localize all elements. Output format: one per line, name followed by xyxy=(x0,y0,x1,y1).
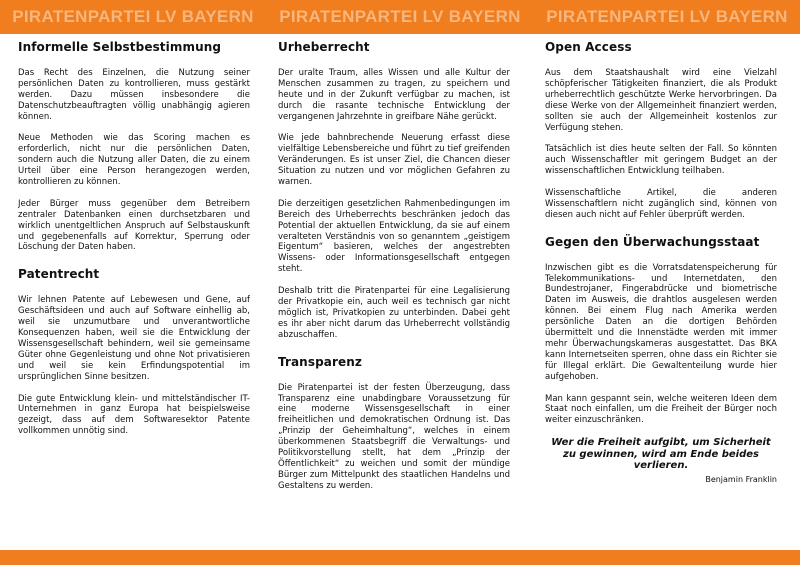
paragraph: Das Recht des Einzelnen, die Nutzung seiner persönlichen Daten zu kontrollieren, muss gestärkt werden. Dazu müssen insbesondere die Datenschutzbeauftragten völlig unabhängig agieren können. xyxy=(18,68,250,122)
quote: Wer die Freiheit aufgibt, um Sicherheit zu gewinnen, wird am Ende beides verlieren. xyxy=(551,437,771,472)
paragraph: Deshalb tritt die Piratenpartei für eine Legalisierung der Privatkopie ein, auch weil es technisch gar nicht möglich ist, Privatkopien zu unterbinden. Dabei geht es ihr aber nicht darum das Urheberrecht vollständig abzuschaffen. xyxy=(278,286,510,340)
paragraph: Die derzeitigen gesetzlichen Rahmenbedingungen im Bereich des Urheberrechts beschränken jedoch das Potential der aktuellen Entwicklung, da sie auf einem veralteten Verständnis von so genanntem „geistigem Eigentum“ basieren, welches der angestrebten Wissens- oder Informationsgesellschaft entgegen steht. xyxy=(278,198,510,275)
paragraph: Man kann gespannt sein, welche weiteren Ideen dem Staat noch einfallen, um die Freiheit der Bürger noch weiter einzuschränken. xyxy=(545,393,777,426)
bottom-bar xyxy=(0,550,800,565)
quote-author: Benjamin Franklin xyxy=(705,474,777,484)
paragraph: Wie jede bahnbrechende Neuerung erfasst diese vielfältige Lebensbereiche und führt zu tief greifenden Veränderungen. Es ist unser Ziel, die Chancen dieser Situation zu nutzen und vor möglichen Gefahren zu warnen. xyxy=(278,133,510,188)
paragraph: Der uralte Traum, alles Wissen und alle Kultur der Menschen zusammen zu tragen, zu speichern und heute und in der Zukunft verfügbar zu machen, ist durch die rasante technische Entwicklung der vergangenen Jahrzehnte in greifbare Nähe gerückt. xyxy=(278,68,510,122)
paragraph: Aus dem Staatshaushalt wird eine Vielzahl schöpferischer Tätigkeiten finanziert, die als Produkt urheberrechtlich geschützte Werke hervorbringen. Da diese Werke von der Allgemeinheit finanziert werden, sollten sie auch der Allgemeinheit kostenlos zur Verfügung stehen. xyxy=(545,68,777,133)
banner-title-center: PIRATENPARTEI LV BAYERN xyxy=(279,7,521,26)
paragraph: Wissenschaftliche Artikel, die anderen Wissenschaftlern nicht zugänglich sind, können von diesen auch nicht auf Fehler überprüft werden. xyxy=(545,187,777,220)
banner-title-left: PIRATENPARTEI LV BAYERN xyxy=(12,7,254,26)
heading-gegen-ueberwachungsstaat: Gegen den Überwachungsstaat xyxy=(545,234,760,249)
heading-informelle-selbstbestimmung: Informelle Selbstbestimmung xyxy=(18,40,222,54)
paragraph: Neue Methoden wie das Scoring machen es erforderlich, nicht nur die persönlichen Daten, sondern auch die Nutzung aller Daten, die zu einem Urteil über eine Person herangezogen werden, kontrollieren zu können. xyxy=(18,133,250,188)
paragraph: Tatsächlich ist dies heute selten der Fall. So könnten auch Wissenschaftler mit geringem Budget an der wissenschaftlichen Entwicklung teilhaben. xyxy=(545,144,777,177)
banner-title-right: PIRATENPARTEI LV BAYERN xyxy=(546,7,788,26)
column-center xyxy=(278,38,510,548)
paragraph: Die Piratenpartei ist der festen Überzeugung, dass Transparenz eine unabdingbare Voraussetzung für eine moderne Wissensgesellschaft in einer freiheitlichen und demokratischen Ordnung ist. Das „Prinzip der Geheimhaltung“, welches in einem überkommenen Staatsbegriff die Verwaltungs- und Politikvorstellung stellt, hat dem „Prinzip der Öffentlichkeit“ zu weichen und somit der mündige Bürger zum Mittelpunkt des staatlichen Handelns und Gestaltens zu werden. xyxy=(278,382,510,491)
top-banner xyxy=(0,0,800,34)
heading-patentrecht: Patentrecht xyxy=(18,267,100,282)
column-right xyxy=(545,38,777,548)
paragraph: Jeder Bürger muss gegenüber dem Betreibern zentraler Datenbanken einen durchsetzbaren und wirklich unentgeltlichen Anspruch auf Selbstauskunft und gegebenenfalls auf Korrektur, Sperrung oder Löschung der Daten haben. xyxy=(18,198,250,253)
paragraph: Wir lehnen Patente auf Lebewesen und Gene, auf Geschäftsideen und auch auf Software einhellig ab, weil sie unzumutbare und unverantwortliche Konsequenzen haben, weil sie die Entwicklung der Wissensgesellschaft behindern, weil sie gemeinsame Güter ohne Gegenleistung und ohne Not privatisieren und weil sie kein Erfindungspotential im ursprünglichen Sinne besitzen. xyxy=(18,295,250,382)
heading-urheberrecht: Urheberrecht xyxy=(278,40,370,54)
paragraph: Inzwischen gibt es die Vorratsdatenspeicherung für Telekommunikations- und Internetdaten, den Bundestrojaner, Fingerabdrücke und biometrische Daten im Ausweis, die drahtlos ausgelesen werden können. Bei einem Flug nach Amerika werden persönliche Daten an die dortigen Behörden übermittelt und die Innenstädte werden mit immer mehr Überwachungskameras ausgestattet. Das BKA kann Internetseiten sperren, ohne dass ein Richter sie für Illegal erklärt. Die Gewaltenteilung wurde hier aufgehoben. xyxy=(545,262,777,382)
column-left xyxy=(18,38,250,548)
heading-open-access: Open Access xyxy=(545,40,632,54)
paragraph: Die gute Entwicklung klein- und mittelständischer IT-Unternehmen in ganz Europa hat beispielsweise gezeigt, dass auf dem Softwaresektor Patente vollkommen unnötig sind. xyxy=(18,393,250,437)
heading-transparenz: Transparenz xyxy=(278,354,362,369)
